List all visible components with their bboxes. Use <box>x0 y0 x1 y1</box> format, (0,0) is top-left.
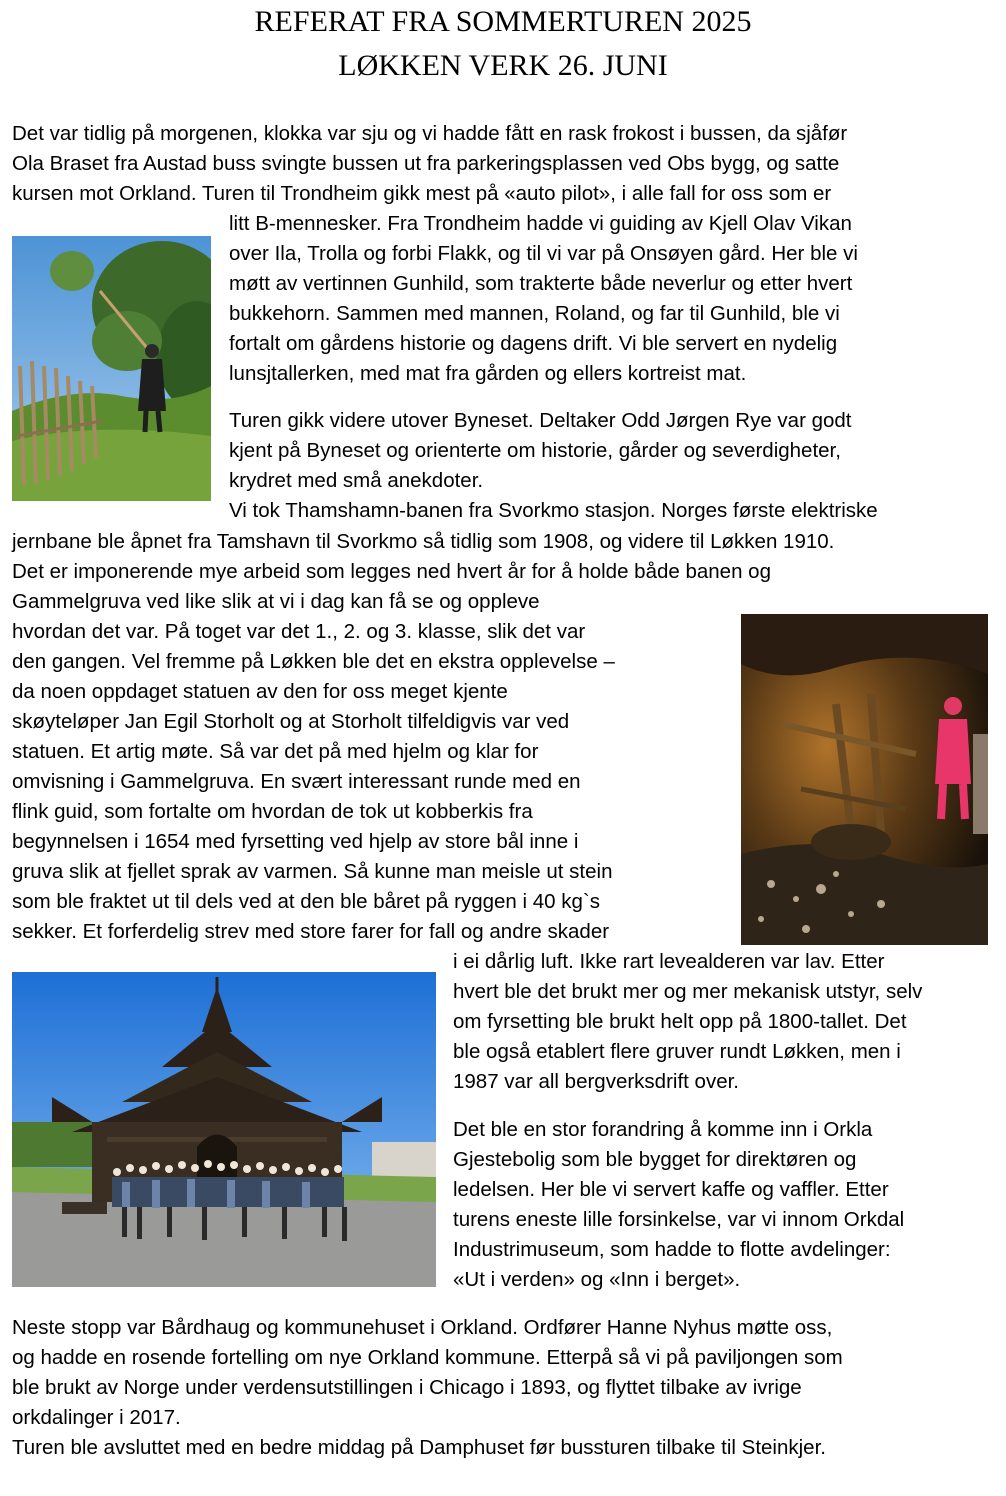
text-line: kjent på Byneset og orienterte om historie, gårder og severdigheter, <box>229 439 841 462</box>
text-line: Gammelgruva ved like slik at vi i dag kan få se og oppleve <box>12 590 540 613</box>
text-line: Det var tidlig på morgenen, klokka var sju og vi hadde fått en rask frokost i bussen, da sjåfør <box>12 122 848 145</box>
text-line: over Ila, Trolla og forbi Flakk, og til vi var på Onsøyen gård. Her ble vi <box>229 242 858 265</box>
text-line: lunsjtallerken, med mat fra gården og ellers kortreist mat. <box>229 362 747 385</box>
photo-group-at-pavilion <box>12 972 436 1287</box>
text-line: jernbane ble åpnet fra Tamshavn til Svorkmo så tidlig som 1908, og videre til Løkken 1910. <box>12 530 835 553</box>
text-line: gruva slik at fjellet sprak av varmen. Så kunne man meisle ut stein <box>12 860 613 883</box>
text-line: og hadde en rosende fortelling om nye Orkland kommune. Etterpå så vi på paviljongen som <box>12 1346 843 1369</box>
text-line: Turen gikk videre utover Byneset. Deltaker Odd Jørgen Rye var godt <box>229 409 852 432</box>
text-line: begynnelsen i 1654 med fyrsetting ved hjelp av store bål inne i <box>12 830 579 853</box>
text-line: ble brukt av Norge under verdensutstillingen i Chicago i 1893, og flyttet tilbake av ivrige <box>12 1376 802 1399</box>
text-line: ble også etablert flere gruver rundt Løkken, men i <box>453 1040 901 1063</box>
text-line: turens eneste lille forsinkelse, var vi innom Orkdal <box>453 1208 905 1231</box>
text-line: som ble fraktet ut til dels ved at den ble båret på ryggen i 40 kg`s <box>12 890 600 913</box>
text-line: «Ut i verden» og «Inn i berget». <box>453 1268 741 1291</box>
text-line: Det er imponerende mye arbeid som legges ned hvert år for å holde både banen og <box>12 560 771 583</box>
text-line: omvisning i Gammelgruva. En svært interessant runde med en <box>12 770 581 793</box>
text-line: i ei dårlig luft. Ikke rart levealderen var lav. Etter <box>453 950 885 973</box>
text-line: litt B-mennesker. Fra Trondheim hadde vi guiding av Kjell Olav Vikan <box>229 212 852 235</box>
text-line: da noen oppdaget statuen av den for oss meget kjente <box>12 680 508 703</box>
text-line: ledelsen. Her ble vi servert kaffe og vaffler. Etter <box>453 1178 889 1201</box>
text-line: sekker. Et forferdelig strev med store farer for fall og andre skader <box>12 920 610 943</box>
text-line: statuen. Et artig møte. Så var det på med hjelm og klar for <box>12 740 539 763</box>
text-line: om fyrsetting ble brukt helt opp på 1800-tallet. Det <box>453 1010 907 1033</box>
text-line: Det ble en stor forandring å komme inn i Orkla <box>453 1118 873 1141</box>
text-line: krydret med små anekdoter. <box>229 469 484 492</box>
text-line: Neste stopp var Bårdhaug og kommunehuset i Orkland. Ordfører Hanne Nyhus møtte oss, <box>12 1316 833 1339</box>
document-title-line-2: LØKKEN VERK 26. JUNI <box>338 49 668 82</box>
text-line: fortalt om gårdens historie og dagens drift. Vi ble servert en nydelig <box>229 332 838 355</box>
document-title-line-1: REFERAT FRA SOMMERTUREN 2025 <box>254 5 752 38</box>
text-line: Ola Braset fra Austad buss svingte bussen ut fra parkeringsplassen ved Obs bygg, og satte <box>12 152 840 175</box>
photo-neverlur-player <box>12 236 211 501</box>
text-line: hvert ble det brukt mer og mer mekanisk utstyr, selv <box>453 980 923 1003</box>
text-line: 1987 var all bergverksdrift over. <box>453 1070 739 1093</box>
text-line: flink guid, som fortalte om hvordan de tok ut kobberkis fra <box>12 800 533 823</box>
text-line: orkdalinger i 2017. <box>12 1406 181 1429</box>
text-line: Gjestebolig som ble bygget for direktøren og <box>453 1148 857 1171</box>
text-line: kursen mot Orkland. Turen til Trondheim gikk mest på «auto pilot», i alle fall for oss som er <box>12 182 832 205</box>
text-line: hvordan det var. På toget var det 1., 2. og 3. klasse, slik det var <box>12 620 586 643</box>
text-line: den gangen. Vel fremme på Løkken ble det en ekstra opplevelse – <box>12 650 615 673</box>
text-line: bukkehorn. Sammen med mannen, Roland, og far til Gunhild, ble vi <box>229 302 840 325</box>
photo-gammelgruva-mine <box>741 614 988 945</box>
text-line: Turen ble avsluttet med en bedre middag på Damphuset før bussturen tilbake til Steinkjer. <box>12 1436 826 1459</box>
text-line: møtt av vertinnen Gunhild, som trakterte både neverlur og etter hvert <box>229 272 853 295</box>
text-line: Industrimuseum, som hadde to flotte avdelinger: <box>453 1238 891 1261</box>
text-line: Vi tok Thamshamn-banen fra Svorkmo stasjon. Norges første elektriske <box>229 499 878 522</box>
text-line: skøyteløper Jan Egil Storholt og at Storholt tilfeldigvis var ved <box>12 710 570 733</box>
